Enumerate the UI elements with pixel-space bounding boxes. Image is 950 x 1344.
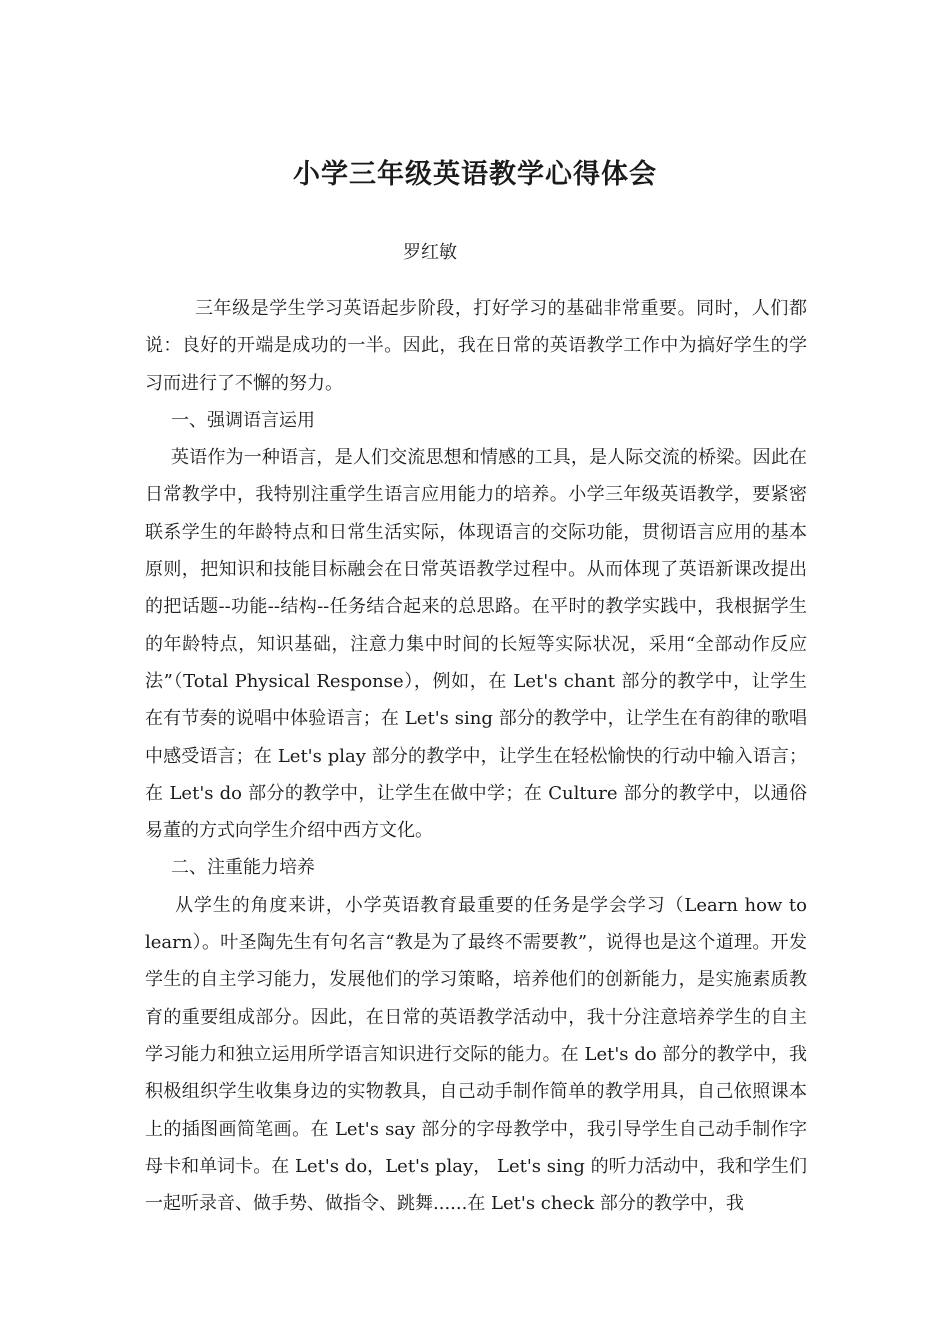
section-2-paragraph: 从学生的角度来讲，小学英语教育最重要的任务是学会学习（Learn how to learn）。叶圣陶先生有句名言“教是为了最终不需要教”，说得也是这个道理。开发学生的自主学习能力，发展他们的学习策略，培养他们的创新能力，是实施素质教育的重要组成部分。因此，在日常的英语教学活动中，我十分注意培养学生的自主学习能力和独立运用所学语言知识进行交际的能力。在 Let's do 部分的教学中，我积极组织学生收集身边的实物教具，自己动手制作简单的教学用具，自己依照课本上的插图画简笔画。在 Let's say 部分的字母教学中，我引导学生自己动手制作字母卡和单词卡。在 Let's do，Let's play， Let's sing 的听力活动中，我和学生们一起听录音、做手势、做指令、跳舞......在 Let's check 部分的教学中，我 — [145, 894, 807, 1215]
section-heading-2: 二、注重能力培养 — [171, 857, 315, 879]
intro-paragraph: 三年级是学生学习英语起步阶段，打好学习的基础非常重要。同时，人们都说：良好的开端是成功的一半。因此，我在日常的英语教学工作中为搞好学生的学习而进行了不懈的努力。 — [145, 298, 807, 394]
author-name: 罗红敏 — [403, 242, 457, 263]
section-heading-1: 一、强调语言运用 — [171, 409, 315, 431]
document-body — [145, 290, 807, 1222]
section-1-paragraph: 英语作为一种语言，是人们交流思想和情感的工具，是人际交流的桥梁。因此在日常教学中，我特别注重学生语言应用能力的培养。小学三年级英语教学，要紧密联系学生的年龄特点和日常生活实际，体现语言的交际功能，贯彻语言应用的基本原则，把知识和技能目标融会在日常英语教学过程中。从而体现了英语新课改提出的把话题--功能--结构--任务结合起来的总思路。在平时的教学实践中，我根据学生的年龄特点，知识基础，注意力集中时间的长短等实际状况，采用“全部动作反应法”（Total Physical Response），例如，在 Let's chant 部分的教学中，让学生在有节奏的说唱中体验语言；在 Let's sing 部分的教学中，让学生在有韵律的歌唱中感受语言；在 Let's play 部分的教学中，让学生在轻松愉快的行动中输入语言；在 Let's do 部分的教学中，让学生在做中学；在 Culture 部分的教学中，以通俗易董的方式向学生介绍中西方文化。 — [145, 447, 807, 842]
document-title: 小学三年级英语教学心得体会 — [293, 159, 657, 190]
